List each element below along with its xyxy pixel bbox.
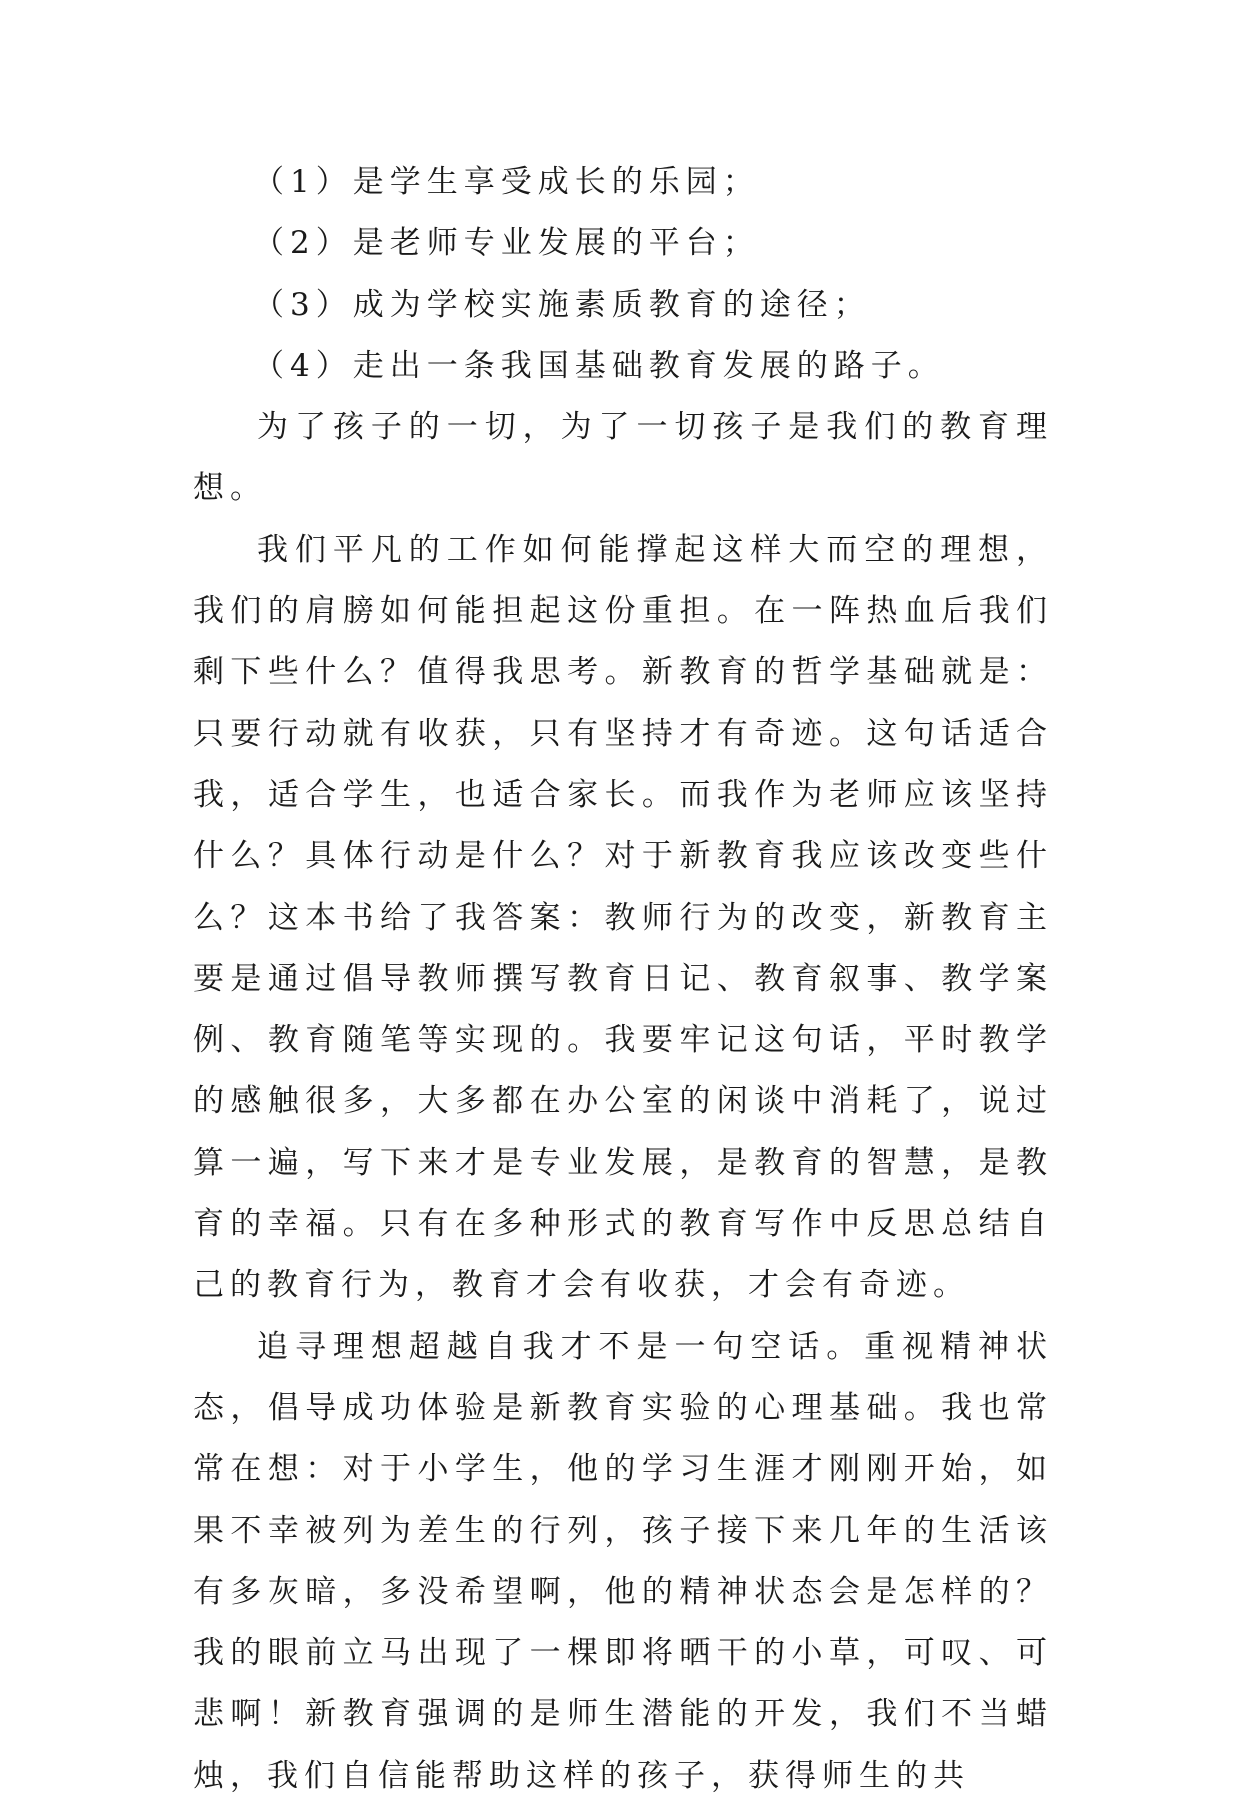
list-item-2: （2）是老师专业发展的平台； <box>253 225 760 262</box>
list-item-3: （3）成为学校实施素质教育的途径； <box>253 286 871 323</box>
list-item-4: （4）走出一条我国基础教育发展的路子。 <box>253 347 945 384</box>
list-item-1: （1）是学生享受成长的乐园； <box>253 164 760 200</box>
paragraph-reflection: 我们平凡的工作如何能撑起这样大而空的理想，我们的肩膀如何能担起这份重担。在一阵热血后我们剩下些什么？值得我思考。新教育的哲学基础就是：只要行动就有收获，只有坚持才有奇迹。这句话适合我，适合学生，也适合家长。而我作为老师应该坚持什么？具体行动是什么？对于新教育我应该改变些什么？这本书给了我答案：教师行为的改变，新教育主要是通过倡导教师撰写教育日记、教育叙事、教学案例、教育随笔等实现的。我要牢记这句话，平时教学的感触很多，大多都在办公室的闲谈中消耗了，说过算一遍，写下来才是专业发展，是教育的智慧，是教育的幸福。只有在多种形式的教育写作中反思总结自己的教育行为，教育才会有收获，才会有奇迹。 <box>193 531 1053 1304</box>
paragraph-ideal: 为了孩子的一切，为了一切孩子是我们的教育理想。 <box>193 409 1053 507</box>
document-body <box>193 152 1053 1807</box>
paragraph-pursuit: 追寻理想超越自我才不是一句空话。重视精神状态，倡导成功体验是新教育实验的心理基础。我也常常在想：对于小学生，他的学习生涯才刚刚开始，如果不幸被列为差生的行列，孩子接下来几年的生活该有多灰暗，多没希望啊，他的精神状态会是怎样的？我的眼前立马出现了一棵即将晒干的小草，可叹、可悲啊！新教育强调的是师生潜能的开发，我们不当蜡烛，我们自信能帮助这样的孩子，获得师生的共 <box>193 1328 1053 1794</box>
